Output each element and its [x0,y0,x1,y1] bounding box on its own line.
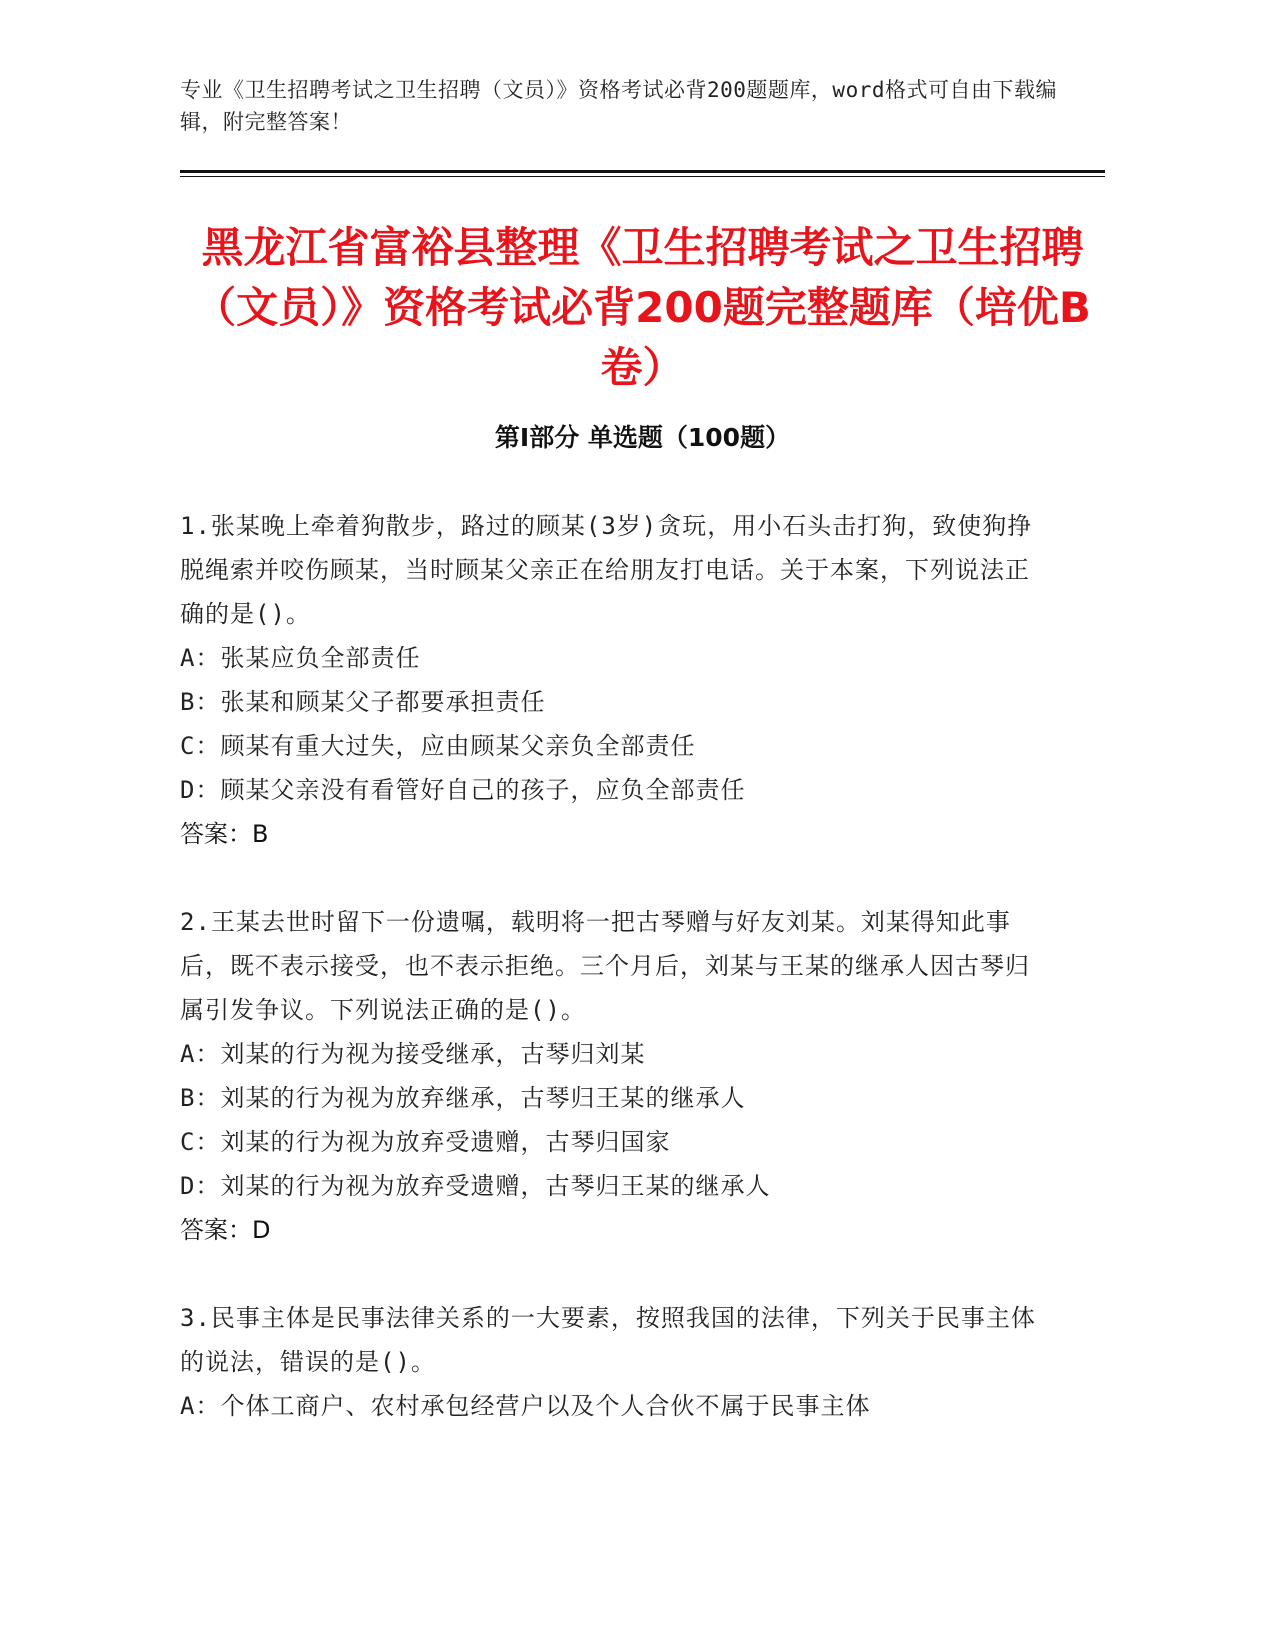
header-rule-thin [180,176,1105,177]
option-a: A：张某应负全部责任 [180,644,421,672]
option-d: D：顾某父亲没有看管好自己的孩子，应负全部责任 [180,776,746,804]
document-title: 黑龙江省富裕县整理《卫生招聘考试之卫生招聘（文员）》资格考试必背200题完整题库（培优B卷） [194,223,1091,392]
option-c: C：刘某的行为视为放弃受遗赠，古琴归国家 [180,1128,671,1156]
header-rule-thick [180,170,1105,173]
question-stem: 3.民事主体是民事法律关系的一大要素，按照我国的法律，下列关于民事主体的说法，错误的是()。 [180,1304,1036,1376]
question-1 [180,504,1050,856]
option-a: A：个体工商户、农村承包经营户以及个人合伙不属于民事主体 [180,1392,871,1420]
option-a: A：刘某的行为视为接受继承，古琴归刘某 [180,1040,646,1068]
question-3 [180,1296,1050,1428]
option-d: D：刘某的行为视为放弃受遗赠，古琴归王某的继承人 [180,1172,771,1200]
question-list [180,504,1050,1472]
question-2 [180,900,1050,1252]
question-stem: 1.张某晚上牵着狗散步，路过的顾某(3岁)贪玩，用小石头击打狗，致使狗挣脱绳索并咬伤顾某，当时顾某父亲正在给朋友打电话。关于本案，下列说法正确的是()。 [180,512,1033,628]
option-b: B：刘某的行为视为放弃继承，古琴归王某的继承人 [180,1084,746,1112]
answer: 答案：B [180,820,269,848]
option-c: C：顾某有重大过失，应由顾某父亲负全部责任 [180,732,696,760]
answer: 答案：D [180,1216,271,1244]
option-b: B：张某和顾某父子都要承担责任 [180,688,546,716]
section-title: 第I部分 单选题（100题） [494,423,791,452]
question-stem: 2.王某去世时留下一份遗嘱，载明将一把古琴赠与好友刘某。刘某得知此事后，既不表示接受，也不表示拒绝。三个月后，刘某与王某的继承人因古琴归属引发争议。下列说法正确的是()。 [180,908,1030,1024]
header-note: 专业《卫生招聘考试之卫生招聘（文员）》资格考试必背200题题库，word格式可自由下载编辑，附完整答案！ [180,78,1057,134]
